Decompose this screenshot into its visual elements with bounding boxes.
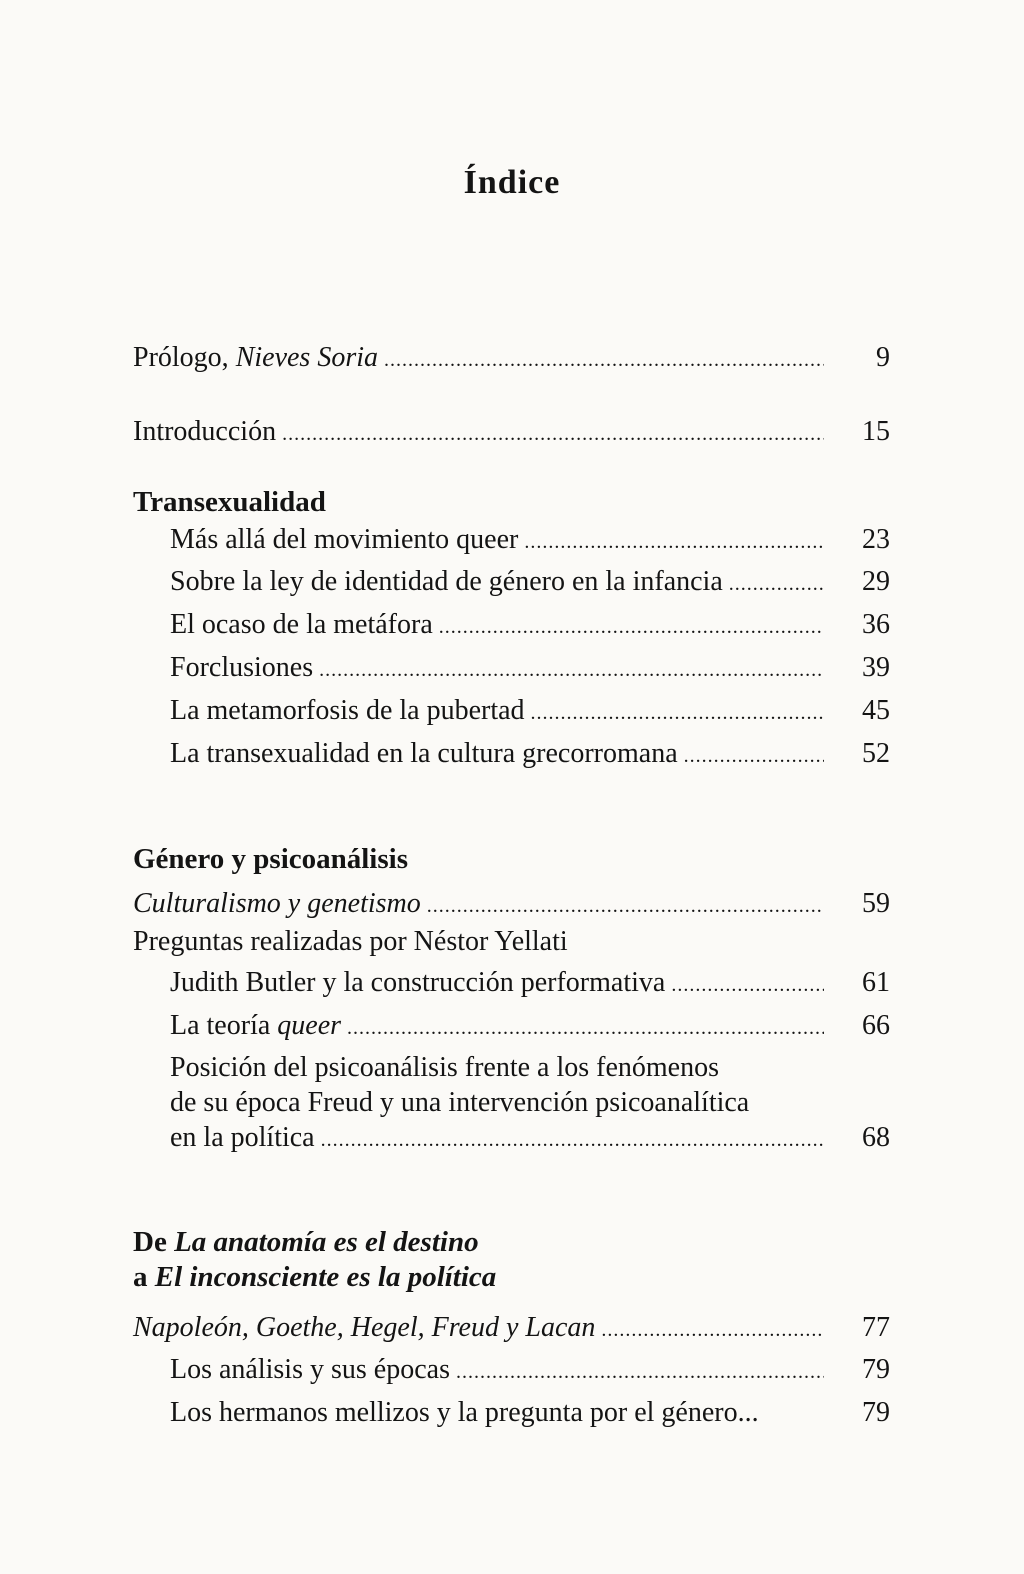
toc-entry	[170, 1396, 890, 1430]
toc-page-number: 68	[862, 1122, 890, 1153]
toc-page-number: 77	[862, 1312, 890, 1343]
toc-page-number: 79	[862, 1354, 890, 1385]
leader-dots	[524, 525, 824, 559]
toc-entry-line: de su época Freud y una intervención psicoanalítica	[170, 1087, 750, 1118]
toc-entry	[170, 1353, 890, 1389]
leader-dots	[531, 696, 824, 730]
toc-entry-label: Introducción	[133, 416, 277, 447]
toc-page-number: 59	[862, 888, 890, 919]
leader-dots	[456, 1355, 824, 1389]
section-title-anatomia-line2: a El inconsciente es la política	[133, 1261, 497, 1293]
toc-entry-butler	[170, 966, 890, 1002]
toc-subheading-preguntas: Preguntas realizadas por Néstor Yellati	[133, 926, 568, 957]
toc-entry	[170, 608, 890, 644]
toc-page-number: 61	[862, 967, 890, 998]
leader-dots	[319, 653, 824, 687]
toc-entry-label: Napoleón, Goethe, Hegel, Freud y Lacan	[133, 1312, 596, 1343]
toc-entry-label: Prólogo, Nieves Soria	[133, 342, 378, 373]
toc-entry-label: en la política	[170, 1122, 315, 1153]
leader-dots	[282, 417, 824, 451]
leader-dots	[671, 968, 824, 1002]
toc-entry	[170, 737, 890, 773]
leader-dots	[729, 567, 824, 601]
toc-entry-label: Los hermanos mellizos y la pregunta por el género...	[170, 1397, 759, 1428]
leader-dots	[439, 610, 824, 644]
toc-page-number: 39	[862, 652, 890, 683]
toc-entry-label: Los análisis y sus épocas	[170, 1354, 450, 1385]
toc-page-number: 66	[862, 1010, 890, 1041]
leader-dots	[684, 739, 824, 773]
toc-entry-label: Forclusiones	[170, 652, 314, 683]
toc-entry-label: Más allá del movimiento queer	[170, 524, 519, 555]
toc-page-number: 36	[862, 609, 890, 640]
toc-page-number: 29	[862, 566, 890, 597]
toc-entry-teoria-queer	[170, 1009, 890, 1045]
leader-dots	[384, 343, 824, 377]
toc-entry-label: La teoría queer	[170, 1010, 342, 1041]
section-title-genero-psicoanalisis: Género y psicoanálisis	[133, 843, 408, 875]
toc-entry	[170, 694, 890, 730]
leader-dots	[427, 889, 824, 923]
section-title-anatomia: De La anatomía es el destino	[133, 1226, 479, 1258]
toc-entry-label: La transexualidad en la cultura grecorromana	[170, 738, 678, 769]
toc-page-number: 9	[876, 342, 890, 373]
toc-entry-label: Culturalismo y genetismo	[133, 888, 421, 919]
leader-dots	[321, 1123, 824, 1157]
toc-entry-label: Judith Butler y la construcción performativa	[170, 967, 666, 998]
toc-page-number: 23	[862, 524, 890, 555]
leader-dots	[347, 1011, 824, 1045]
toc-entry-label: La metamorfosis de la pubertad	[170, 695, 525, 726]
toc-entry-line: Posición del psicoanálisis frente a los fenómenos	[170, 1052, 719, 1083]
toc-entry-introduccion	[133, 415, 890, 451]
toc-entry-prologo	[133, 341, 890, 377]
toc-entry	[170, 651, 890, 687]
toc-page-number: 15	[862, 416, 890, 447]
toc-page-number: 52	[862, 738, 890, 769]
toc-page-number: 45	[862, 695, 890, 726]
toc-entry	[170, 565, 890, 601]
leader-dots	[601, 1313, 824, 1347]
toc-page-number: 79	[862, 1397, 890, 1428]
toc-entry	[170, 523, 890, 559]
toc-entry-culturalismo	[133, 887, 890, 923]
toc-entry-label: Sobre la ley de identidad de género en la infancia	[170, 566, 723, 597]
toc-entry-napoleon	[133, 1311, 890, 1347]
section-title-transexualidad: Transexualidad	[133, 486, 326, 518]
toc-entry-posicion	[170, 1121, 890, 1157]
toc-entry-label: El ocaso de la metáfora	[170, 609, 433, 640]
page-title: Índice	[463, 164, 561, 201]
